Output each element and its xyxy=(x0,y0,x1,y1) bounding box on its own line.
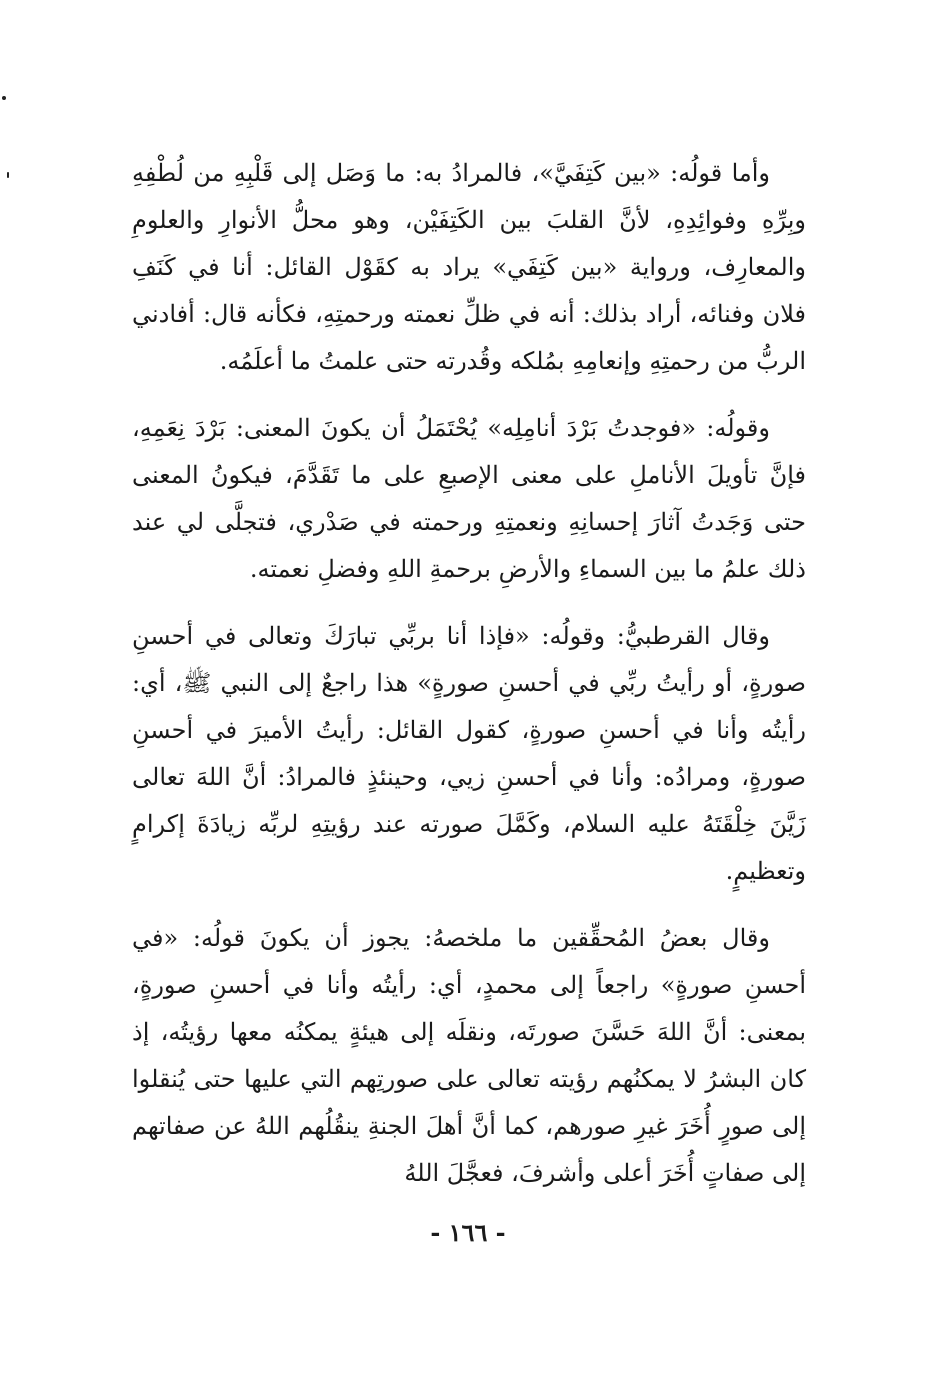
paragraph-2 xyxy=(132,405,806,593)
page-number: - ١٦٦ - xyxy=(430,1218,506,1247)
paragraph-4 xyxy=(132,915,806,1197)
paragraph-text: وقال القرطبيُّ: وقولُه: «فإذا أنا بربِّي تبارَكَ وتعالى في أحسنِ صورةٍ، أو رأيتُ ربِّي في أحسنِ صورةٍ» هذا راجعٌ إلى النبي ﷺ، أي: رأيتُه وأنا في أحسنِ صورةٍ، كقول القائل: رأيتُ الأميرَ في أحسنِ صورةٍ، ومرادُه: وأنا في أحسنِ زيي، وحينئذٍ فالمرادُ: أنَّ اللهَ تعالى زَيَّنَ خِلْقَتَهُ عليه السلام، وكَمَّلَ صورته عند رؤيتِهِ لربِّه زيادَةَ إكرامٍ وتعظيمٍ. xyxy=(132,622,807,885)
paragraph-text: وأما قولُه: «بين كَتِفَيَّ»، فالمرادُ به: ما وَصَل إلى قَلْبِهِ من لُطْفِهِ وبِرِّهِ وفوائِدِهِ، لأنَّ القلبَ بين الكَتِفَيْن، وهو محلُّ الأنوارِ والعلومِ والمعارِف، ورواية «بين كَتِفَي» يراد به كقَوْل القائل: أنا في كَنَفِ فلان وفنائه، أراد بذلك: أنه في ظلِّ نعمته ورحمتِهِ، فكأنه قال: أفادني الربُّ من رحمتِهِ وإنعامِهِ بمُلكه وقُدرته حتى علمتُ ما أعلَمُه. xyxy=(132,159,806,375)
paragraph-1 xyxy=(132,150,806,385)
paragraph-text: وقال بعضُ المُحقِّقين ما ملخصهُ: يجوز أن يكونَ قولُه: «في أحسنِ صورةٍ» راجعاً إلى محمدٍ، أي: رأيتُه وأنا في أحسنِ صورةٍ، بمعنى: أنَّ اللهَ حَسَّنَ صورتَه، ونقلَه إلى هيئةٍ يمكنُه معها رؤيتُه، إذ كان البشرُ لا يمكنُهم رؤيته تعالى على صورتِهم التي عليها حتى يُنقلوا إلى صورٍ أُخَرَ غيرِ صورهم، كما أنَّ أهلَ الجنةِ ينقُلُهم اللهُ عن صفاتهم إلى صفاتٍ أُخَرَ أعلى وأشرفَ، فعجَّلَ اللهُ xyxy=(132,924,806,1187)
body-text xyxy=(132,150,806,1197)
scan-mark xyxy=(2,96,6,100)
paragraph-text: وقولُه: «فوجدتُ بَرْدَ أنامِلِه» يُحْتَمَلُ أن يكونَ المعنى: بَرْدَ نِعَمِهِ، فإنَّ تأويلَ الأناملِ على معنى الإصبعِ على ما تَقَدَّمَ، فيكونُ المعنى حتى وَجَدتُ آثارَ إحسانِهِ ونعمتِهِ ورحمته في صَدْري، فتجلَّى لي عند ذلك علمُ ما بين السماءِ والأرضِ برحمةِ اللهِ وفضلِ نعمته. xyxy=(132,414,806,583)
scan-mark xyxy=(7,172,9,178)
paragraph-3 xyxy=(132,613,806,895)
